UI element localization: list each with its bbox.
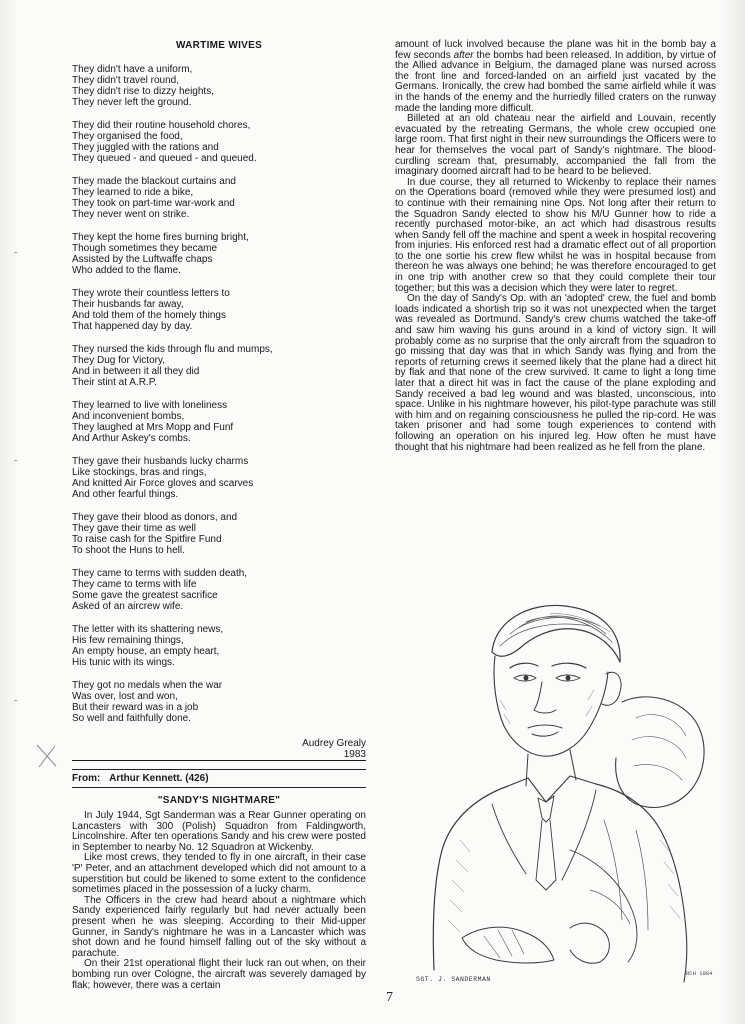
poem-line: Assisted by the Luftwaffe chaps xyxy=(72,254,213,265)
poem-line: But their reward was in a job xyxy=(72,702,199,713)
poem-line: They kept the home fires burning bright, xyxy=(72,232,249,243)
poem-line: To raise cash for the Spitfire Fund xyxy=(72,534,222,545)
binding-mark xyxy=(14,700,17,701)
poem-line: They gave their husbands lucky charms xyxy=(72,456,249,467)
poem-line: They never went on strike. xyxy=(72,209,190,220)
article-body-left xyxy=(72,811,366,991)
poem-line: Like stockings, bras and rings, xyxy=(72,467,207,478)
article-paragraph: Billeted at an old chateau near the airfield and Louvain, recently evacuated by the retreating Germans, the whole crew occupied one large room. That first night in their new surroundings the Officers were to hear for themselves the vocal part of Sandy's nightmare. The blood-curdling scream that, presumably, accompanied the fall from the imaginary doomed aircraft had to be heard to be believed. xyxy=(395,113,716,178)
poem-line: Their husbands far away, xyxy=(72,299,184,310)
poem-stanza xyxy=(72,400,366,444)
contributor-name: Arthur Kennett. (426) xyxy=(109,773,209,784)
poem-line: Though sometimes they became xyxy=(72,243,218,254)
poem-line: They learned to ride a bike, xyxy=(72,187,194,198)
poem-stanza xyxy=(72,120,366,164)
poem-year-text: 1983 xyxy=(343,749,366,760)
poem-line: Asked of an aircrew wife. xyxy=(72,601,184,612)
article-paragraph: In due course, they all returned to Wickenby to replace their names on the Operations board (removed while they were presumed lost) and to continue with their remaining nine Ops. Not long after their return to the Squadron Sandy elected to show his M/U Gunner how to ride a recently purchased motor-bike, an act which had disastrous results when Sandy fell off the machine and spent a week in hospital recovering from injuries. His enforced rest had a dramatic effect out of all proportion to the one sortie his crew flew whilst he was in hospital because from thereon he was always one behind; he was therefore encouraged to get in one trip with another crew so that they could complete their tour together; but this was a decision which they were later to regret. xyxy=(395,176,716,294)
poem-stanza xyxy=(72,232,366,276)
poem-line: They wrote their countless letters to xyxy=(72,288,230,299)
poem-line: Some gave the greatest sacrifice xyxy=(72,590,218,601)
binding-mark xyxy=(14,252,17,253)
poem-line: They made the blackout curtains and xyxy=(72,176,236,187)
poem-line: They queued - and queued - and queued. xyxy=(72,153,257,164)
poem-line: Who added to the flame. xyxy=(72,265,181,276)
article-paragraph: Like most crews, they tended to fly in one aircraft, in their case 'P' Peter, and an attachment developed which did not amount to a superstition but could be likened to some extent to the confidence sometimes placed in the possession of a lucky charm. xyxy=(72,852,366,896)
poem-line: They didn't have a uniform, xyxy=(72,64,193,75)
artist-signature: RCH 1984 xyxy=(686,970,713,977)
poem-title: WARTIME WIVES xyxy=(175,40,263,51)
article-paragraph: On their 21st operational flight their luck ran out when, on their bombing run over Cologne, the aircraft was severely damaged by flak; however, there was a certain xyxy=(72,958,366,991)
poem-stanza xyxy=(72,456,366,500)
article-from-line xyxy=(72,769,366,788)
poem-line: They learned to live with loneliness xyxy=(72,400,228,411)
poem-line: And other fearful things. xyxy=(72,489,179,500)
poem-line: To shoot the Huns to hell. xyxy=(72,545,185,556)
poem-line: They didn't travel round, xyxy=(72,75,179,86)
page-number: 7 xyxy=(386,990,393,1005)
article-paragraph: In July 1944, Sgt Sanderman was a Rear Gunner operating on Lancasters with 300 (Polish) Squadron from Faldingworth, Lincolnshire. After ten operations Sandy and his crew were posted in September to nearby No. 12 Squadron at Wickenby. xyxy=(72,810,366,853)
poem-stanza xyxy=(72,568,366,612)
portrait-drawing xyxy=(400,590,712,988)
paragraph-text: the bombs had been released. In addition, by virtue of the Allied advance in Belgium, the damaged plane was nursed across the front line and forced-landed on an airfield just vacated by the Germans. Ironically, the crew had bombed the same airfield while it was in the hands of the enemy and the hurriedly filled craters on the runway made the landing more difficult. xyxy=(395,49,716,114)
poem-line: And told them of the homely things xyxy=(72,310,226,321)
pencil-mark-icon xyxy=(34,742,60,770)
poem-line: And knitted Air Force gloves and scarves xyxy=(72,478,254,489)
poem-line: Was over, lost and won, xyxy=(72,691,178,702)
poem-line: They came to terms with life xyxy=(72,579,197,590)
poem-line: They took on part-time war-work and xyxy=(72,198,235,209)
poem-line: And in between it all they did xyxy=(72,366,200,377)
poem-line: So well and faithfully done. xyxy=(72,713,191,724)
emphasis-text: after xyxy=(453,49,474,61)
poem-line: They came to terms with sudden death, xyxy=(72,568,248,579)
poem-body xyxy=(72,64,366,724)
paragraph-text: amount of luck involved because the plane was hit in the bomb bay a few seconds xyxy=(395,39,716,61)
article-paragraph: The Officers in the crew had heard about a nightmare which Sandy experienced fairly regularly but had never actually been present when he was sleeping. According to their Mid-upper Gunner, in Sandy's nightmare he was in a Lancaster which was shot down and he found himself falling out of the sky without a parachute. xyxy=(72,894,366,959)
poem-stanza xyxy=(72,288,366,332)
article-paragraph xyxy=(395,40,716,114)
poem-line: The letter with its shattering news, xyxy=(72,624,224,635)
poem-stanza xyxy=(72,344,366,388)
poem-stanza xyxy=(72,64,366,108)
poem-line: His tunic with its wings. xyxy=(72,657,175,668)
article-title: "SANDY'S NIGHTMARE" xyxy=(157,795,281,806)
from-label: From: xyxy=(72,773,101,784)
poem-line: They nursed the kids through flu and mumps, xyxy=(72,344,273,355)
article-body-right xyxy=(395,114,716,453)
portrait-caption: SGT. J. SANDERMAN xyxy=(416,976,491,983)
poem-line: An empty house, an empty heart, xyxy=(72,646,220,657)
poem-line: They gave their blood as donors, and xyxy=(72,512,238,523)
poem-line: And inconvenient bombs, xyxy=(72,411,185,422)
poem-stanza xyxy=(72,680,366,724)
poem-line: Their stint at A.R.P. xyxy=(72,377,157,388)
poem-line: That happened day by day. xyxy=(72,321,193,332)
article-paragraph: On the day of Sandy's Op. with an 'adopted' crew, the fuel and bomb loads indicated a shortish trip so it was not unexpected when the target was revealed as Dortmund. Sandy's crew chums watched the take-off and saw him waving his guns around in a kind of victory sign. It will probably come as no surprise that the only aircraft from the squadron to go missing that day was that in which Sandy was flying and from the reports of returning crews it seemed likely that the plane had a direct hit by flak and that none of the crew survived. It came to light a long time later that a direct hit was in fact the cause of the plane exploding and Sandy received a bad leg wound and was blasted, unconscious, into space. Unlike in his nightmare however, his pilot-type parachute was still with him and on regaining consciousness he pulled the rip-cord. He was taken prisoner and had some tough experiences to contend with following an operation on his injured leg. How often he must have thought that his nightmare had been realized as he fell from the plane. xyxy=(395,293,716,453)
poem-line: They didn't rise to dizzy heights, xyxy=(72,86,214,97)
left-column xyxy=(72,38,366,991)
binding-mark xyxy=(14,460,17,461)
poem-stanza xyxy=(72,624,366,668)
poem-year xyxy=(72,749,366,761)
poem-line: They juggled with the rations and xyxy=(72,142,219,153)
poem-line: They gave their time as well xyxy=(72,523,196,534)
poem-line: They got no medals when the war xyxy=(72,680,223,691)
poem-stanza xyxy=(72,176,366,220)
poem-line: They did their routine household chores, xyxy=(72,120,251,131)
poem-line: His few remaining things, xyxy=(72,635,184,646)
portrait-sketch xyxy=(400,590,712,988)
poem-stanza xyxy=(72,512,366,556)
poem-attribution xyxy=(72,738,366,761)
right-column xyxy=(395,40,716,453)
poem-line: They never left the ground. xyxy=(72,97,192,108)
poem-line: And Arthur Askey's combs. xyxy=(72,433,191,444)
poem-author: Audrey Grealy xyxy=(302,738,366,749)
poem-line: They Dug for Victory, xyxy=(72,355,165,366)
poem-line: They organised the food, xyxy=(72,131,183,142)
poem-line: They laughed at Mrs Mopp and Funf xyxy=(72,422,234,433)
